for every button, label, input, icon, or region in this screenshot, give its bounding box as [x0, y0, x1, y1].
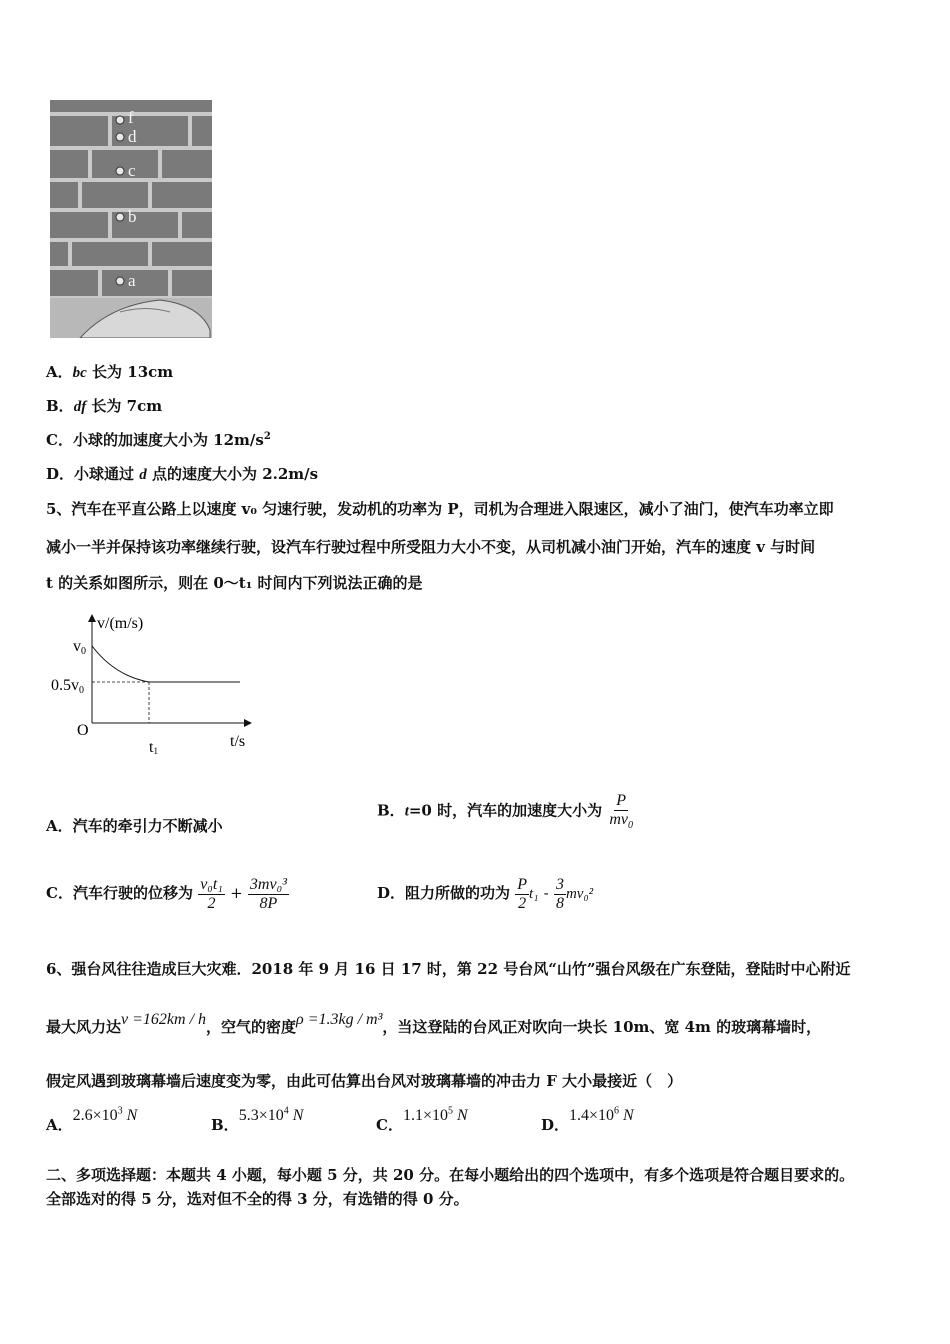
origin-label: O: [77, 722, 89, 739]
q5-option-c: C．汽车行驶的位移为 $\frac{\text{v₀t₁}}{2}$ + $\frac{\text{3mv₀³}}{8P}$: [46, 876, 287, 912]
label-f: f: [128, 108, 134, 127]
velocity-curve: [92, 646, 149, 682]
q4-option-c: C．小球的加速度大小为 $12m/s^2$: [46, 431, 271, 449]
ball-d: [116, 133, 124, 141]
ball-f: [116, 116, 124, 124]
q5-option-a: A．汽车的牵引力不断减小: [46, 817, 223, 835]
q5-option-d: D．阻力所做的功为 $\frac{P}{2}$ t₁ - $\frac{3}{8}$ mv₀²: [377, 876, 594, 912]
strobe-photo: [50, 100, 212, 338]
label-b: b: [128, 207, 137, 226]
ball-a: [116, 277, 124, 285]
y-axis-label: v/(m/s): [97, 615, 144, 632]
label-a: a: [128, 271, 136, 290]
x-axis-label: t/s: [230, 733, 246, 750]
q6-stem-line1: 6、强台风往往造成巨大灾难．2018 年 9 月 16 日 17 时，第 22 号台风“山竹”强台风级在广东登陆，登陆时中心附近: [46, 960, 851, 978]
q5-stem-line3: t 的关系如图所示，则在 0～t₁ 时间内下列说法正确的是: [46, 574, 423, 592]
q4-option-d: D．小球通过 d 点的速度大小为 2.2m/s: [46, 465, 319, 483]
label-c: c: [128, 161, 136, 180]
q6-option-c: C．$1.1\times 10^5$ N: [376, 1105, 468, 1134]
ball-c: [116, 167, 124, 175]
brick-wall-image: [50, 100, 212, 338]
q4-option-a: A．bc 长为 13cm: [46, 363, 174, 381]
half-v0-label: 0.5v0: [51, 677, 84, 696]
q6-stem-line2: 最大风力达v =162km / h，空气的密度ρ =1.3kg / m³，当这登陆的台风正对吹向一块长 10m、宽 4m 的玻璃幕墙时，: [46, 1011, 822, 1036]
q5-option-b: B．t=0 时，汽车的加速度大小为 $\frac{P}{mv_0}$: [377, 792, 633, 831]
q6-option-b: B．$5.3\times 10^4$ N: [211, 1105, 304, 1134]
section2-heading-line2: 全部选对的得 5 分，选对但不全的得 3 分，有选错的得 0 分。: [46, 1190, 469, 1208]
q6-stem-line3: 假定风遇到玻璃幕墙后速度变为零，由此可估算出台风对玻璃幕墙的冲击力 F 大小最接近（ ）: [46, 1072, 683, 1090]
label-d: d: [128, 127, 137, 146]
q6-option-a: A．$2.6\times 10^3$ N: [46, 1105, 138, 1134]
velocity-time-graph: [45, 608, 265, 762]
v0-label: v0: [73, 638, 86, 657]
q5-stem-line1: 5、汽车在平直公路上以速度 v₀ 匀速行驶，发动机的功率为 P，司机为合理进入限速区，减小了油门，使汽车功率立即: [46, 500, 834, 518]
q6-option-d: D．$1.4\times 10^6$ N: [541, 1105, 634, 1134]
t1-label: t1: [149, 739, 158, 756]
ball-b: [116, 213, 124, 221]
q5-stem-line2: 减小一半并保持该功率继续行驶，设汽车行驶过程中所受阻力大小不变，从司机减小油门开始，汽车的速度 v 与时间: [46, 538, 816, 556]
section2-heading-line1: 二、多项选择题：本题共 4 小题，每小题 5 分，共 20 分。在每小题给出的四个选项中，有多个选项是符合题目要求的。: [46, 1166, 855, 1184]
q4-option-b: B．df 长为 7cm: [46, 397, 163, 415]
